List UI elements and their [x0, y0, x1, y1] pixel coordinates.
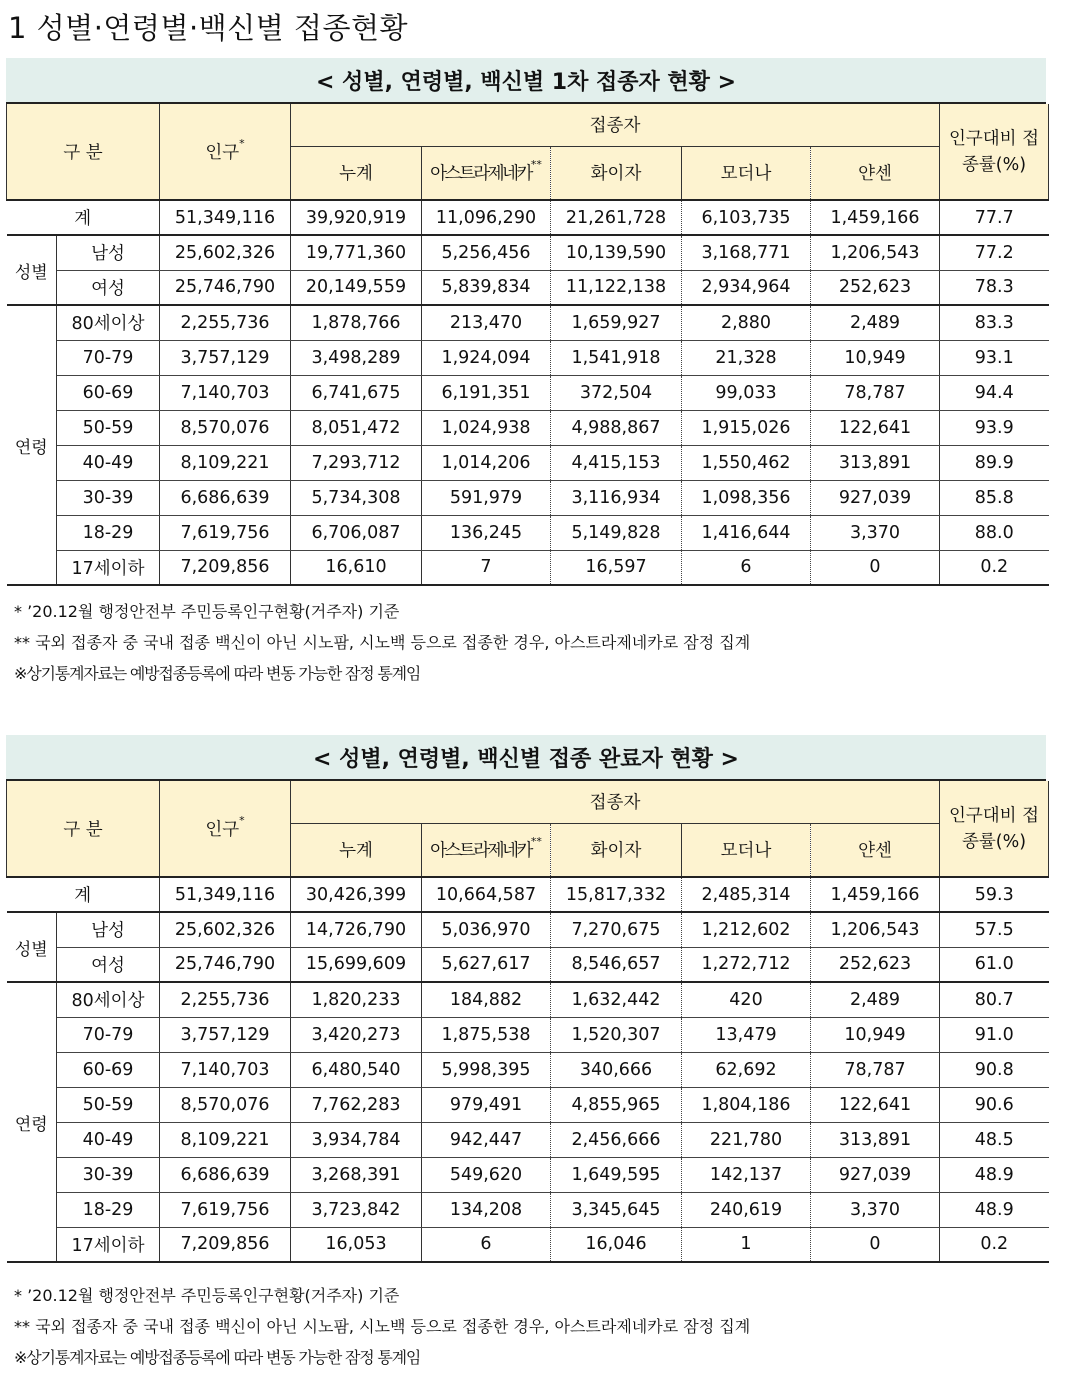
table-cell: 252,623 [811, 270, 940, 305]
table-row [7, 1122, 1049, 1157]
table-cell: 88.0 [940, 515, 1049, 550]
astrazeneca-footnote-mark: ** [530, 158, 542, 172]
table-cell: 93.1 [940, 340, 1049, 375]
table-cell: 0 [811, 1227, 940, 1262]
row-label: 18-29 [57, 1192, 160, 1227]
table-cell: 99,033 [682, 375, 811, 410]
header-rate: 인구대비 접종률(%) [940, 781, 1049, 877]
table-cell: 0 [811, 550, 940, 585]
vaccination-table [6, 781, 1049, 1263]
header-vaccinated: 접종자 [291, 781, 940, 823]
header-moderna: 모더나 [682, 823, 811, 877]
group-label-sex: 성별 [7, 235, 57, 305]
table-cell: 4,415,153 [551, 445, 682, 480]
table-cell: 25,746,790 [160, 270, 291, 305]
table-cell: 3,934,784 [291, 1122, 422, 1157]
table-cell: 1,878,766 [291, 305, 422, 340]
table-cell: 1,459,166 [811, 200, 940, 235]
table-cell: 6,706,087 [291, 515, 422, 550]
table-cell: 2,489 [811, 982, 940, 1017]
table-cell: 3,723,842 [291, 1192, 422, 1227]
table-cell: 7,619,756 [160, 515, 291, 550]
table-cell: 6,480,540 [291, 1052, 422, 1087]
table-cell: 5,998,395 [422, 1052, 551, 1087]
table-cell: 14,726,790 [291, 912, 422, 947]
table-cell: 372,504 [551, 375, 682, 410]
header-vaccinated: 접종자 [291, 104, 940, 146]
table-row [7, 480, 1049, 515]
table-cell: 30,426,399 [291, 877, 422, 912]
table-cell: 3,116,934 [551, 480, 682, 515]
table-cell: 3,498,289 [291, 340, 422, 375]
table-cell: 78.3 [940, 270, 1049, 305]
table-cell: 80.7 [940, 982, 1049, 1017]
table-cell: 15,699,609 [291, 947, 422, 982]
table-cell: 61.0 [940, 947, 1049, 982]
row-label: 40-49 [57, 1122, 160, 1157]
table-cell: 25,746,790 [160, 947, 291, 982]
table-row [7, 1087, 1049, 1122]
table-cell: 122,641 [811, 410, 940, 445]
table-row [7, 340, 1049, 375]
row-label: 남성 [57, 912, 160, 947]
table-cell: 7,140,703 [160, 1052, 291, 1087]
table-row [7, 1052, 1049, 1087]
table-cell: 7,293,712 [291, 445, 422, 480]
table-cell: 19,771,360 [291, 235, 422, 270]
table-cell: 90.8 [940, 1052, 1049, 1087]
table-cell: 122,641 [811, 1087, 940, 1122]
table-cell: 340,666 [551, 1052, 682, 1087]
row-label: 여성 [57, 270, 160, 305]
row-label: 여성 [57, 947, 160, 982]
table-cell: 57.5 [940, 912, 1049, 947]
table-cell: 25,602,326 [160, 235, 291, 270]
table-cell: 2,255,736 [160, 982, 291, 1017]
row-label: 18-29 [57, 515, 160, 550]
table-cell: 8,109,221 [160, 445, 291, 480]
table-cell: 8,570,076 [160, 410, 291, 445]
table-cell: 6,191,351 [422, 375, 551, 410]
header-cumulative: 누계 [291, 146, 422, 200]
table-cell: 3,168,771 [682, 235, 811, 270]
table-cell: 7,619,756 [160, 1192, 291, 1227]
table-cell: 7,209,856 [160, 550, 291, 585]
table-cell: 134,208 [422, 1192, 551, 1227]
table-cell: 6,686,639 [160, 480, 291, 515]
table-cell: 7,270,675 [551, 912, 682, 947]
table-cell: 6 [422, 1227, 551, 1262]
table-row [7, 235, 1049, 270]
header-cumulative: 누계 [291, 823, 422, 877]
header-category: 구 분 [7, 104, 160, 200]
table-row [7, 305, 1049, 340]
table-cell: 6 [682, 550, 811, 585]
header-pfizer: 화이자 [551, 823, 682, 877]
table-cell: 1,024,938 [422, 410, 551, 445]
table-cell: 591,979 [422, 480, 551, 515]
table-cell: 6,741,675 [291, 375, 422, 410]
table-cell: 3,420,273 [291, 1017, 422, 1052]
table-cell: 10,664,587 [422, 877, 551, 912]
table-cell: 16,053 [291, 1227, 422, 1262]
table-row [7, 375, 1049, 410]
table-cell: 5,036,970 [422, 912, 551, 947]
table-cell: 21,261,728 [551, 200, 682, 235]
table-cell: 6,103,735 [682, 200, 811, 235]
table-cell: 1,649,595 [551, 1157, 682, 1192]
table-cell: 4,988,867 [551, 410, 682, 445]
table-cell: 90.6 [940, 1087, 1049, 1122]
table-cell: 1 [682, 1227, 811, 1262]
table-cell: 942,447 [422, 1122, 551, 1157]
header-category: 구 분 [7, 781, 160, 877]
table-cell: 1,550,462 [682, 445, 811, 480]
footnote: * ’20.12월 행정안전부 주민등록인구현황(거주자) 기준 [14, 1286, 400, 1305]
header-astrazeneca: 아스트라제네카** [422, 823, 551, 877]
table-row [7, 270, 1049, 305]
total-row [7, 877, 1049, 912]
table-cell: 1,924,094 [422, 340, 551, 375]
table-cell: 136,245 [422, 515, 551, 550]
astrazeneca-footnote-mark: ** [530, 835, 542, 849]
row-label: 70-79 [57, 340, 160, 375]
table-cell: 25,602,326 [160, 912, 291, 947]
table-cell: 21,328 [682, 340, 811, 375]
table-cell: 8,570,076 [160, 1087, 291, 1122]
table-cell: 252,623 [811, 947, 940, 982]
table-cell: 7,209,856 [160, 1227, 291, 1262]
table-cell: 11,096,290 [422, 200, 551, 235]
table-cell: 1,632,442 [551, 982, 682, 1017]
table-cell: 0.2 [940, 550, 1049, 585]
table-cell: 20,149,559 [291, 270, 422, 305]
header-moderna: 모더나 [682, 146, 811, 200]
row-label: 17세이하 [57, 550, 160, 585]
row-label: 50-59 [57, 1087, 160, 1122]
table-cell: 184,882 [422, 982, 551, 1017]
header-population: 인구* [160, 104, 291, 200]
header-janssen: 얀센 [811, 823, 940, 877]
table-row [7, 410, 1049, 445]
table-cell: 1,416,644 [682, 515, 811, 550]
table-cell: 2,880 [682, 305, 811, 340]
population-footnote-mark: * [239, 814, 245, 827]
table-cell: 7,140,703 [160, 375, 291, 410]
table-cell: 5,256,456 [422, 235, 551, 270]
table-cell: 4,855,965 [551, 1087, 682, 1122]
table-row [7, 1227, 1049, 1262]
table-cell: 3,370 [811, 515, 940, 550]
table-cell: 240,619 [682, 1192, 811, 1227]
population-footnote-mark: * [239, 137, 245, 150]
table-cell: 8,546,657 [551, 947, 682, 982]
table-caption: < 성별, 연령별, 백신별 접종 완료자 현황 > [6, 735, 1046, 781]
table-cell: 48.5 [940, 1122, 1049, 1157]
table-cell: 77.2 [940, 235, 1049, 270]
table-row [7, 1157, 1049, 1192]
footnote: ** 국외 접종자 중 국내 접종 백신이 아닌 시노팜, 시노백 등으로 접종한 경우, 아스트라제네카로 잠정 집계 [14, 1317, 751, 1336]
table-cell: 3,757,129 [160, 1017, 291, 1052]
table-cell: 16,610 [291, 550, 422, 585]
table-row [7, 515, 1049, 550]
footnote: ※상기통계자료는 예방접종등록에 따라 변동 가능한 잠정 통계임 [14, 1348, 421, 1367]
table-cell: 89.9 [940, 445, 1049, 480]
table-cell: 5,734,308 [291, 480, 422, 515]
table-cell: 2,934,964 [682, 270, 811, 305]
table-cell: 979,491 [422, 1087, 551, 1122]
table-cell: 51,349,116 [160, 877, 291, 912]
table-cell: 927,039 [811, 480, 940, 515]
row-label: 70-79 [57, 1017, 160, 1052]
table-cell: 59.3 [940, 877, 1049, 912]
table-row [7, 1017, 1049, 1052]
table-cell: 3,345,645 [551, 1192, 682, 1227]
table-cell: 5,839,834 [422, 270, 551, 305]
table-cell: 16,046 [551, 1227, 682, 1262]
table-row [7, 947, 1049, 982]
table-cell: 3,268,391 [291, 1157, 422, 1192]
table-caption: < 성별, 연령별, 백신별 1차 접종자 현황 > [6, 58, 1046, 104]
table-cell: 1,272,712 [682, 947, 811, 982]
table-cell: 13,479 [682, 1017, 811, 1052]
table-row [7, 550, 1049, 585]
table-cell: 6,686,639 [160, 1157, 291, 1192]
header-janssen: 얀센 [811, 146, 940, 200]
table-cell: 77.7 [940, 200, 1049, 235]
table-cell: 10,139,590 [551, 235, 682, 270]
table-cell: 16,597 [551, 550, 682, 585]
table-cell: 2,255,736 [160, 305, 291, 340]
table-cell: 1,206,543 [811, 235, 940, 270]
table-cell: 213,470 [422, 305, 551, 340]
row-label: 40-49 [57, 445, 160, 480]
table-cell: 83.3 [940, 305, 1049, 340]
group-label-sex: 성별 [7, 912, 57, 982]
table-cell: 1,520,307 [551, 1017, 682, 1052]
table-cell: 48.9 [940, 1157, 1049, 1192]
table-cell: 549,620 [422, 1157, 551, 1192]
table-cell: 78,787 [811, 1052, 940, 1087]
table-cell: 15,817,332 [551, 877, 682, 912]
header-population: 인구* [160, 781, 291, 877]
table-cell: 313,891 [811, 445, 940, 480]
footnote: * ’20.12월 행정안전부 주민등록인구현황(거주자) 기준 [14, 602, 400, 621]
table-cell: 142,137 [682, 1157, 811, 1192]
table-cell: 91.0 [940, 1017, 1049, 1052]
row-label: 계 [7, 877, 160, 912]
table-cell: 1,014,206 [422, 445, 551, 480]
table-cell: 420 [682, 982, 811, 1017]
page-title: 1 성별·연령별·백신별 접종현황 [8, 11, 408, 45]
table-cell: 927,039 [811, 1157, 940, 1192]
group-label-age: 연령 [7, 305, 57, 585]
table-cell: 2,485,314 [682, 877, 811, 912]
row-label: 남성 [57, 235, 160, 270]
header-pfizer: 화이자 [551, 146, 682, 200]
table-cell: 1,206,543 [811, 912, 940, 947]
table-cell: 48.9 [940, 1192, 1049, 1227]
completed-notes [14, 1280, 750, 1373]
table-cell: 1,459,166 [811, 877, 940, 912]
table-cell: 313,891 [811, 1122, 940, 1157]
table-row [7, 912, 1049, 947]
row-label: 60-69 [57, 375, 160, 410]
first-dose-notes [14, 596, 750, 689]
table-cell: 2,456,666 [551, 1122, 682, 1157]
vaccination-table [6, 104, 1049, 586]
completed-table-section [6, 735, 1046, 1263]
table-cell: 5,149,828 [551, 515, 682, 550]
table-cell: 221,780 [682, 1122, 811, 1157]
table-row [7, 982, 1049, 1017]
table-cell: 2,489 [811, 305, 940, 340]
footnote: ※상기통계자료는 예방접종등록에 따라 변동 가능한 잠정 통계임 [14, 664, 421, 683]
row-label: 60-69 [57, 1052, 160, 1087]
footnote: ** 국외 접종자 중 국내 접종 백신이 아닌 시노팜, 시노백 등으로 접종한 경우, 아스트라제네카로 잠정 집계 [14, 633, 751, 652]
table-cell: 11,122,138 [551, 270, 682, 305]
table-cell: 1,820,233 [291, 982, 422, 1017]
table-cell: 7,762,283 [291, 1087, 422, 1122]
table-cell: 1,212,602 [682, 912, 811, 947]
header-astrazeneca: 아스트라제네카** [422, 146, 551, 200]
table-cell: 8,109,221 [160, 1122, 291, 1157]
table-cell: 8,051,472 [291, 410, 422, 445]
table-cell: 78,787 [811, 375, 940, 410]
table-cell: 1,659,927 [551, 305, 682, 340]
table-cell: 3,370 [811, 1192, 940, 1227]
row-label: 30-39 [57, 1157, 160, 1192]
table-cell: 62,692 [682, 1052, 811, 1087]
table-row [7, 1192, 1049, 1227]
total-row [7, 200, 1049, 235]
row-label: 50-59 [57, 410, 160, 445]
table-cell: 39,920,919 [291, 200, 422, 235]
first-dose-table-section [6, 58, 1046, 586]
row-label: 계 [7, 200, 160, 235]
table-cell: 10,949 [811, 1017, 940, 1052]
row-label: 30-39 [57, 480, 160, 515]
row-label: 80세이상 [57, 982, 160, 1017]
table-cell: 5,627,617 [422, 947, 551, 982]
table-cell: 1,915,026 [682, 410, 811, 445]
group-label-age: 연령 [7, 982, 57, 1262]
table-row [7, 445, 1049, 480]
table-cell: 94.4 [940, 375, 1049, 410]
table-cell: 1,098,356 [682, 480, 811, 515]
table-cell: 0.2 [940, 1227, 1049, 1262]
table-cell: 1,804,186 [682, 1087, 811, 1122]
table-cell: 85.8 [940, 480, 1049, 515]
row-label: 80세이상 [57, 305, 160, 340]
table-cell: 1,875,538 [422, 1017, 551, 1052]
table-cell: 10,949 [811, 340, 940, 375]
table-cell: 1,541,918 [551, 340, 682, 375]
row-label: 17세이하 [57, 1227, 160, 1262]
table-cell: 7 [422, 550, 551, 585]
header-rate: 인구대비 접종률(%) [940, 104, 1049, 200]
table-cell: 3,757,129 [160, 340, 291, 375]
table-cell: 51,349,116 [160, 200, 291, 235]
table-cell: 93.9 [940, 410, 1049, 445]
